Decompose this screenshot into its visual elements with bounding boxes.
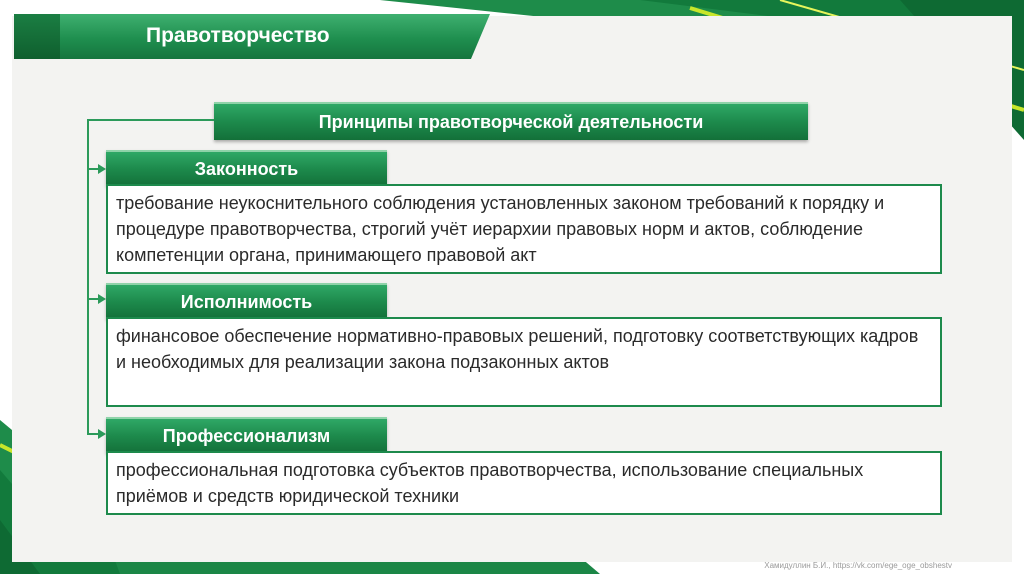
principle-tab-professionalism: Профессионализм xyxy=(106,417,387,453)
principle-tab-feasibility: Исполнимость xyxy=(106,283,387,319)
connector-vertical xyxy=(87,119,89,435)
principles-header: Принципы правотворческой деятельности xyxy=(214,102,808,140)
principle-description-professionalism: профессиональная подготовка субъектов правотворчества, использование специальных приёмов и средств юридической техники xyxy=(106,451,942,515)
arrow-icon xyxy=(98,294,106,304)
slide-title: Правотворчество xyxy=(146,24,330,47)
principle-description-legality: требование неукоснительного соблюдения установленных законом требований к порядку и процедуре правотворчества, строгий учёт иерархии правовых норм и актов, соблюдение компетенции органа, принимающего правовой акт xyxy=(106,184,942,274)
connector-top xyxy=(87,119,214,121)
author-credit: Хамидуллин Б.И., https://vk.com/ege_oge_obshestv xyxy=(764,561,952,570)
title-stripe xyxy=(14,14,60,59)
arrow-icon xyxy=(98,429,106,439)
principle-tab-legality: Законность xyxy=(106,150,387,186)
principle-description-feasibility: финансовое обеспечение нормативно-правовых решений, подготовку соответствующих кадров и необходимых для реализации закона подзаконных актов xyxy=(106,317,942,407)
arrow-icon xyxy=(98,164,106,174)
